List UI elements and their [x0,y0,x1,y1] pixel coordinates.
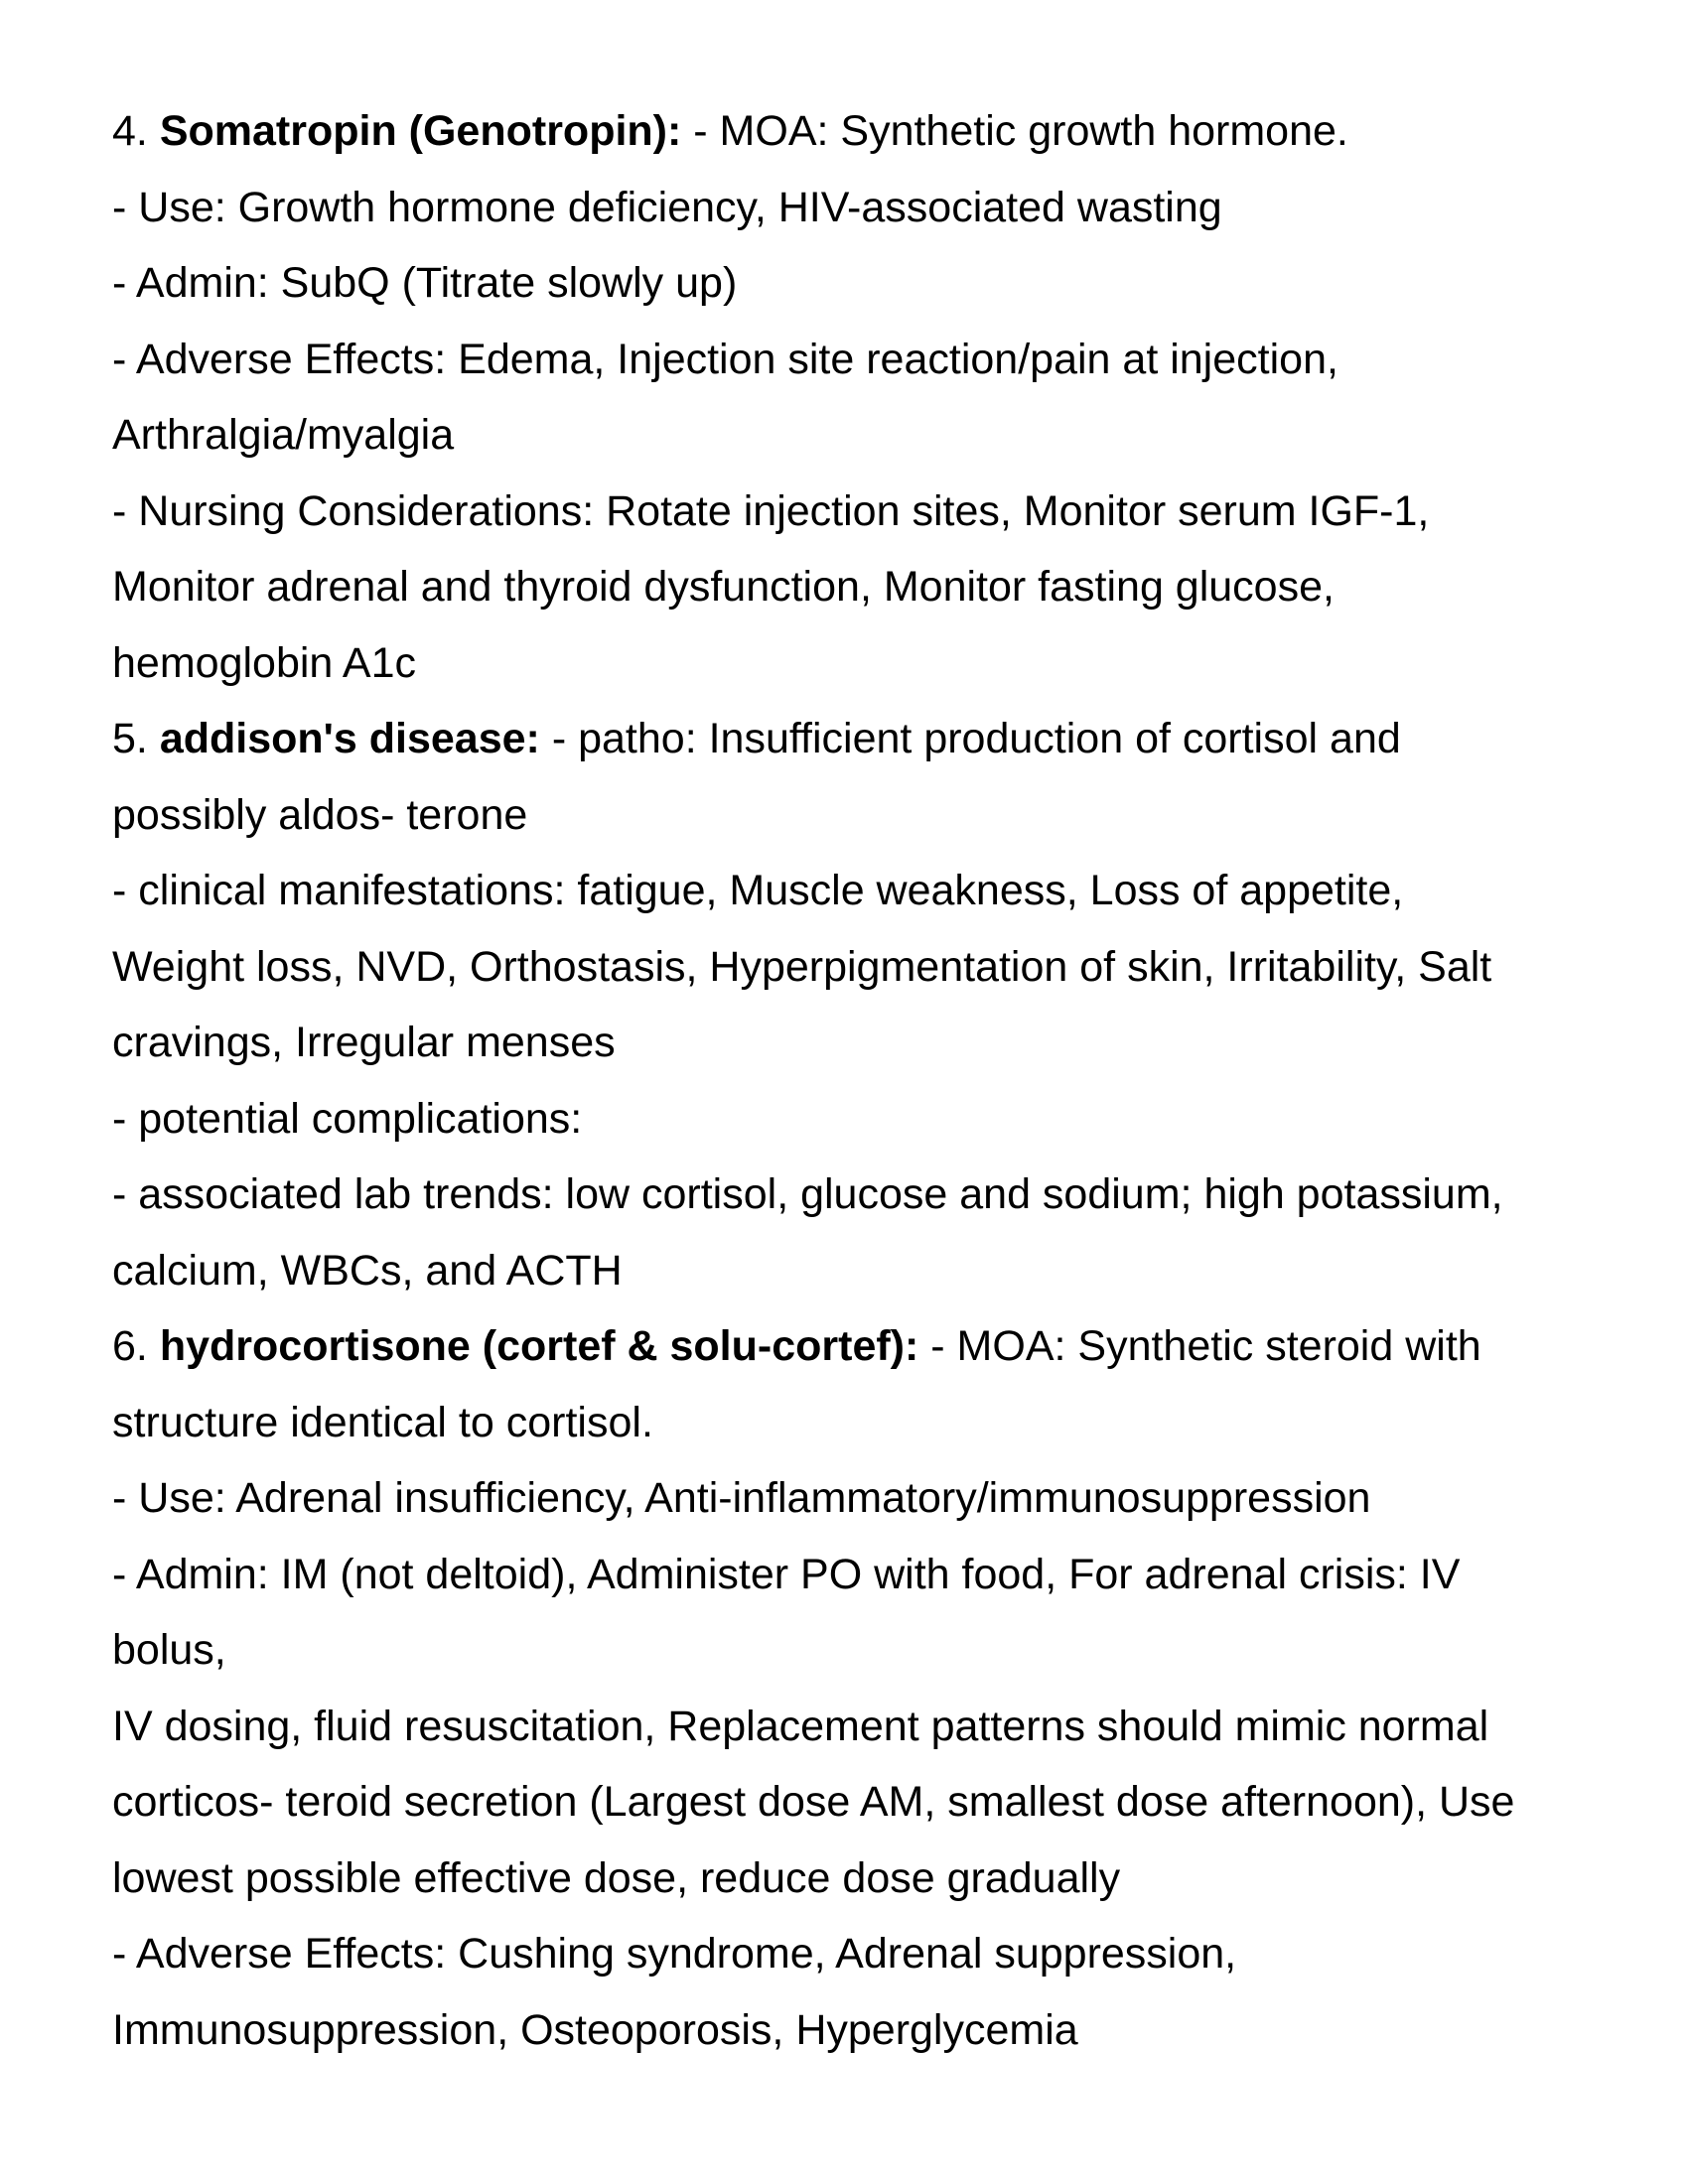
entry-text-line: structure identical to cortisol. [112,1398,653,1446]
entry-text-line: - Admin: IM (not deltoid), Administer PO with food, For adrenal crisis: IV [112,1550,1461,1598]
entry-text-line: cravings, Irregular menses [112,1019,616,1066]
entry-text: - MOA: Synthetic steroid with [930,1322,1481,1370]
entry-text: - MOA: Synthetic growth hormone. [693,107,1348,155]
entry-number: 5. [112,715,148,762]
entry-title: addison's disease: [159,715,540,762]
entry-hydrocortisone [112,1308,1582,2068]
entry-heading-line [112,93,1582,170]
entry-text-line: - Use: Adrenal insufficiency, Anti-inflammatory/immunosuppression [112,1474,1371,1522]
entry-number: 4. [112,107,148,155]
entry-text-line: lowest possible effective dose, reduce dose gradually [112,1853,1121,1902]
entry-text-line: - Adverse Effects: Cushing syndrome, Adrenal suppression, [112,1930,1237,1978]
entry-title: hydrocortisone (cortef & solu-cortef): [159,1322,919,1370]
entry-heading-line [112,1308,1582,1385]
entry-number: 6. [112,1322,148,1370]
entry-heading-line [112,701,1582,777]
entry-text-line: corticos- teroid secretion (Largest dose AM, smallest dose afternoon), Use [112,1778,1515,1826]
entry-text: - patho: Insufficient production of cortisol and [551,715,1401,762]
entry-somatropin [112,93,1582,701]
entry-text-line: - potential complications: [112,1094,583,1143]
entry-title: Somatropin (Genotropin): [159,107,682,155]
entry-text-line: Monitor adrenal and thyroid dysfunction, Monitor fasting glucose, [112,563,1335,611]
entry-addisons-disease [112,701,1582,1308]
entry-text-line: - Nursing Considerations: Rotate injection sites, Monitor serum IGF-1, [112,486,1430,535]
entry-text-line: - Admin: SubQ (Titrate slowly up) [112,259,738,307]
entry-text-line: - Use: Growth hormone deficiency, HIV-associated wasting [112,183,1222,231]
entry-text-line: hemoglobin A1c [112,638,416,687]
entry-text-line: IV dosing, fluid resuscitation, Replacement patterns should mimic normal [112,1702,1489,1750]
entry-text-line: calcium, WBCs, and ACTH [112,1246,623,1295]
entry-text-line: - associated lab trends: low cortisol, glucose and sodium; high potassium, [112,1170,1503,1218]
entry-text-line: Weight loss, NVD, Orthostasis, Hyperpigmentation of skin, Irritability, Salt [112,942,1492,991]
entry-text-line: Immunosuppression, Osteoporosis, Hyperglycemia [112,2005,1078,2054]
entry-text-line: bolus, [112,1626,226,1674]
document-page [112,93,1582,2068]
entry-text-line: possibly aldos- terone [112,790,528,839]
entry-text-line: Arthralgia/myalgia [112,411,455,459]
entry-text-line: - Adverse Effects: Edema, Injection site reaction/pain at injection, [112,335,1338,383]
entry-text-line: - clinical manifestations: fatigue, Muscle weakness, Loss of appetite, [112,867,1404,914]
